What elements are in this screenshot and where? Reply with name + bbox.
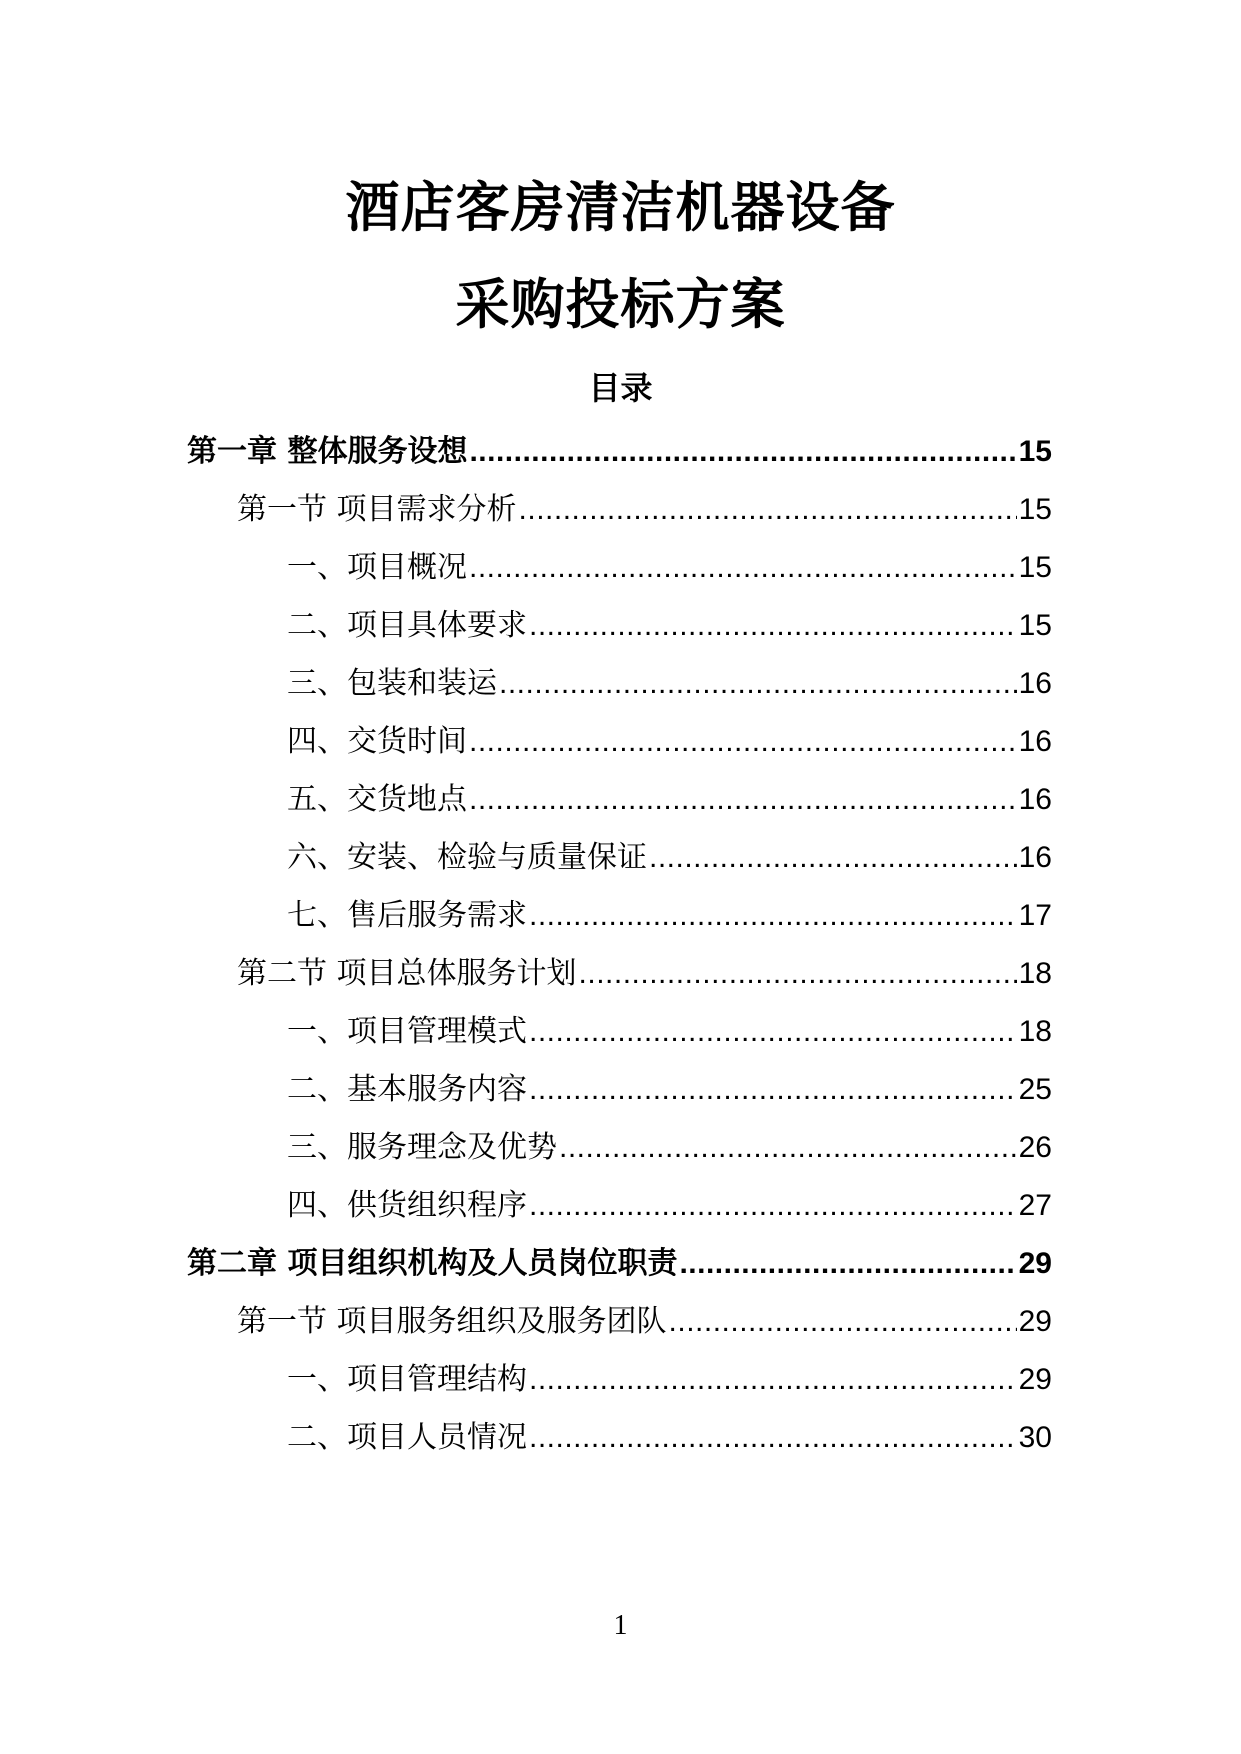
toc-entry[interactable] [287,720,1052,764]
toc-entry[interactable] [237,1300,1052,1344]
toc-dot-leader [529,1184,1017,1228]
toc-dot-leader [669,1300,1017,1344]
toc-entry-page-number: 16 [1018,667,1052,700]
toc-entry-page-number: 15 [1018,609,1052,642]
toc-dot-leader [469,546,1017,590]
toc-entry-page-number: 27 [1018,1189,1052,1222]
toc-entry[interactable] [287,662,1052,706]
toc-dot-leader [469,720,1017,764]
toc-entry-page-number: 18 [1018,1015,1052,1048]
toc-entry[interactable] [287,1126,1052,1170]
toc-dot-leader [579,952,1017,996]
toc-entry-page-number: 17 [1018,899,1052,932]
toc-entry-page-number: 25 [1018,1073,1052,1106]
toc-heading: 目录 [588,369,653,407]
toc-entry[interactable] [287,836,1052,880]
toc-entry[interactable] [287,894,1052,938]
toc-entry-page-number: 29 [1018,1305,1052,1338]
toc-entry-page-number: 15 [1018,493,1052,526]
document-title-line-2: 采购投标方案 [455,273,786,336]
toc-dot-leader [529,1068,1017,1112]
toc-entry-title: 四、交货时间 [287,724,467,759]
toc-entry[interactable] [187,430,1052,474]
toc-entry-page-number: 15 [1018,551,1052,584]
toc-entry-page-number: 16 [1018,841,1052,874]
toc-entry[interactable] [287,778,1052,822]
toc-dot-leader [679,1242,1016,1286]
toc-dot-leader [529,1416,1017,1460]
toc-entry-page-number: 29 [1018,1247,1052,1280]
toc-dot-leader [529,604,1017,648]
toc-dot-leader [469,778,1017,822]
toc-entry-title: 三、包装和装运 [287,666,497,701]
toc-entry[interactable] [237,952,1052,996]
toc-entry[interactable] [287,1184,1052,1228]
toc-entry[interactable] [237,488,1052,532]
toc-entry-page-number: 18 [1018,957,1052,990]
toc-dot-leader [519,488,1017,532]
toc-entry[interactable] [287,546,1052,590]
toc-entry-page-number: 16 [1018,725,1052,758]
toc-dot-leader [649,836,1017,880]
toc-entry-title: 三、服务理念及优势 [287,1130,557,1165]
toc-dot-leader [499,662,1017,706]
toc-entry-page-number: 16 [1018,783,1052,816]
toc-entry-title: 第一节 项目需求分析 [237,492,517,527]
toc-entry-title: 四、供货组织程序 [287,1188,527,1223]
toc-dot-leader [529,894,1017,938]
toc-entry-title: 第一节 项目服务组织及服务团队 [237,1304,667,1339]
toc-entry[interactable] [187,1242,1052,1286]
toc-entry-title: 二、基本服务内容 [287,1072,527,1107]
toc-entry-page-number: 29 [1018,1363,1052,1396]
toc-dot-leader [529,1358,1017,1402]
toc-entry-page-number: 30 [1018,1421,1052,1454]
toc-entry-page-number: 26 [1018,1131,1052,1164]
toc-entry-page-number: 15 [1018,435,1052,468]
toc-entry-title: 六、安装、检验与质量保证 [287,840,647,875]
page-number: 1 [613,1610,628,1641]
toc-entry[interactable] [287,1358,1052,1402]
toc-entry[interactable] [287,1416,1052,1460]
toc-entry-title: 二、项目具体要求 [287,608,527,643]
toc-entry-title: 五、交货地点 [287,782,467,817]
toc-entry-title: 一、项目概况 [287,550,467,585]
document-title-line-1: 酒店客房清洁机器设备 [345,176,896,239]
toc-entry-title: 一、项目管理结构 [287,1362,527,1397]
toc-entry-title: 第二节 项目总体服务计划 [237,956,577,991]
toc-entry[interactable] [287,1068,1052,1112]
toc-entry-title: 一、项目管理模式 [287,1014,527,1049]
toc-entry-title: 二、项目人员情况 [287,1420,527,1455]
toc-dot-leader [559,1126,1017,1170]
toc-dot-leader [529,1010,1017,1054]
toc-entry-title: 第一章 整体服务设想 [187,434,468,469]
toc-entry-title: 七、售后服务需求 [287,898,527,933]
toc-dot-leader [469,430,1016,474]
toc-entry[interactable] [287,1010,1052,1054]
toc-entry-title: 第二章 项目组织机构及人员岗位职责 [187,1246,678,1281]
toc-entry[interactable] [287,604,1052,648]
